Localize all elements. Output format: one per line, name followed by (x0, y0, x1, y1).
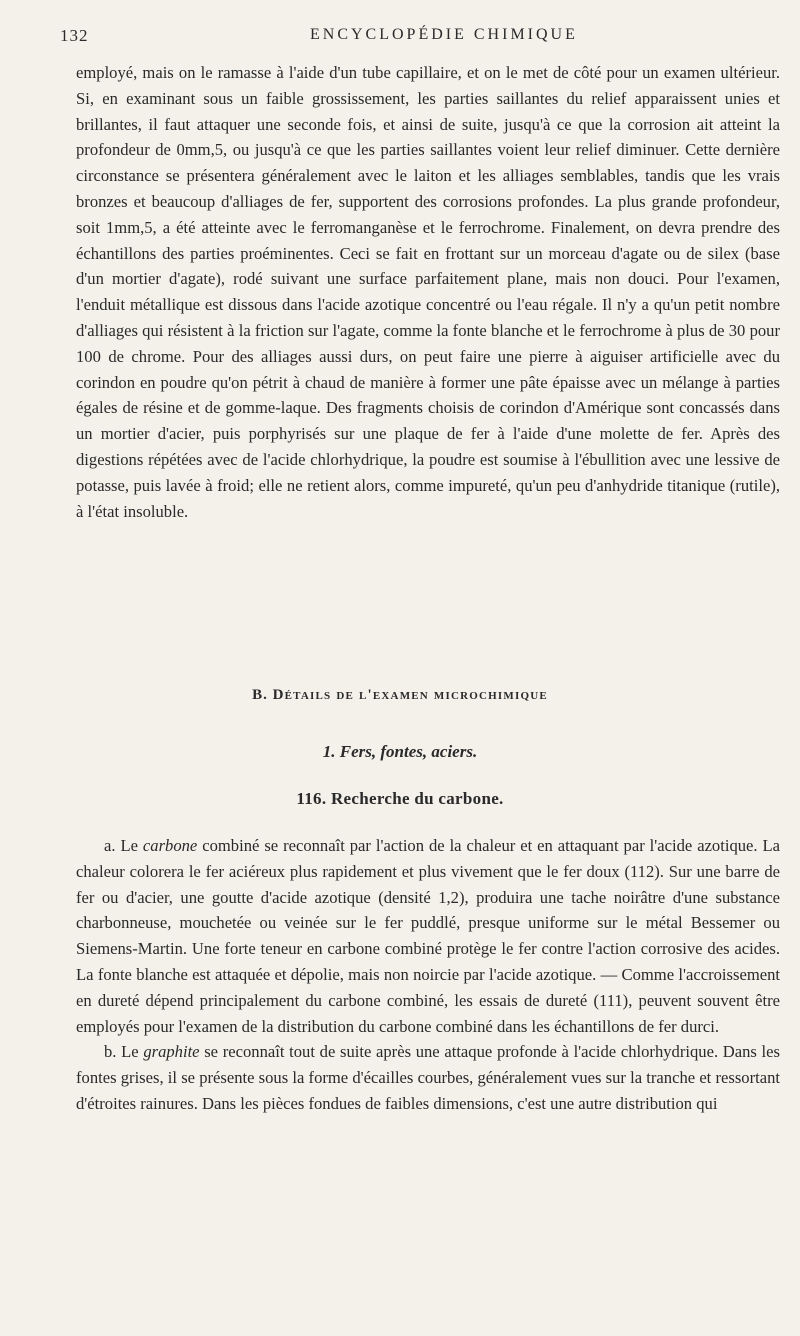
body-text-bottom (76, 833, 780, 1117)
section-heading-b (0, 687, 800, 704)
term-carbone: carbone (142, 836, 198, 855)
paragraph-a-text: combiné se reconnaît par l'action de la chaleur et en attaquant par l'acide azotique. La chaleur colorera le fer aciéreux plus rapidement et plus vivement que le fer doux (112). Sur une barre de fer ou d'acier, une goutte d'acide azotique (densité 1,2), produira une tache noirâtre d'une substance charbonneuse, mouchetée ou veinée sur le fer puddlé, presque uniforme sur le métal Bessemer ou Siemens-Martin. Une forte teneur en carbone combiné protège le fer contre l'action corrosive des acides. La fonte blanche est attaquée et dépolie, mais non noircie par l'acide azotique. — Comme l'accroissement en dureté dépend principalement du carbone combiné, les essais de dureté (111), peuvent souvent être employés pour l'examen de la distribution du carbone combiné dans les échantillons de fer durci. (76, 836, 780, 1036)
section-title: Détails de l'examen microchimique (272, 687, 548, 703)
paragraph-a-prefix: a. Le (104, 836, 143, 855)
section-heading-116: 116. Recherche du carbone. (296, 789, 504, 808)
running-title: ENCYCLOPÉDIE CHIMIQUE (310, 26, 578, 43)
paragraph-b-text: se reconnaît tout de suite après une attaque profonde à l'acide chlorhydrique. Dans les fontes grises, il se présente sous la forme d'écailles courbes, généralement vues sur la tranche et ressortant d'étroites rainures. Dans les pièces fondues de faibles dimensions, c'est une autre distribution qui (76, 1042, 780, 1113)
subsection-heading-fers: 1. Fers, fontes, aciers. (322, 742, 478, 761)
paragraph-top: employé, mais on le ramasse à l'aide d'un tube capillaire, et on le met de côté pour un examen ultérieur. Si, en examinant sous un faible grossissement, les parties saillantes du relief apparaissent unies et brillantes, il faut attaquer une seconde fois, et ainsi de suite, jusqu'à ce que la corrosion ait atteint la profondeur de 0mm,5, ou jusqu'à ce que les parties saillantes voient leur relief diminuer. Cette dernière circonstance se présentera généralement avec le laiton et les alliages semblables, tandis que les vrais bronzes et beaucoup d'alliages de fer, supportent des corrosions profondes. La plus grande profondeur, soit 1mm,5, a été atteinte avec le ferromanganèse et le ferrochrome. Finalement, on devra prendre des échantillons des parties proéminentes. Ceci se fait en frottant sur un morceau d'agate ou de silex (base d'un mortier d'agate), rodé suivant une surface parfaitement plane, mais non douci. Pour l'examen, l'enduit métallique est dissous dans l'acide azotique concentré ou l'eau régale. Il n'y a qu'un petit nombre d'alliages qui résistent à la friction sur l'agate, comme la fonte blanche et le ferrochrome à plus de 30 pour 100 de chrome. Pour des alliages aussi durs, on peut faire une pierre à aiguiser artificielle avec du corindon en poudre qu'on pétrit à chaud de manière à former une pâte épaisse avec un mélange à parties égales de résine et de gomme-laque. Des fragments choisis de corindon d'Amérique sont concassés dans un mortier d'acier, puis porphyrisés sur une plaque de fer à l'aide d'une molette de fer. Après des digestions répétées avec de l'acide chlorhydrique, la poudre est soumise à l'ébullition avec une lessive de potasse, puis lavée à froid; elle ne retient alors, comme impureté, qu'un peu d'anhydride titanique (rutile), à l'état insoluble. (76, 63, 780, 521)
page-number: 132 (60, 26, 89, 45)
body-text-top (76, 60, 780, 524)
paragraph-b-prefix: b. Le (104, 1042, 144, 1062)
paragraph-b (76, 1039, 780, 1116)
page-header (60, 26, 780, 50)
section-letter: B. (252, 687, 268, 703)
term-graphite: graphite (143, 1042, 200, 1062)
paragraph-a (76, 833, 780, 1039)
